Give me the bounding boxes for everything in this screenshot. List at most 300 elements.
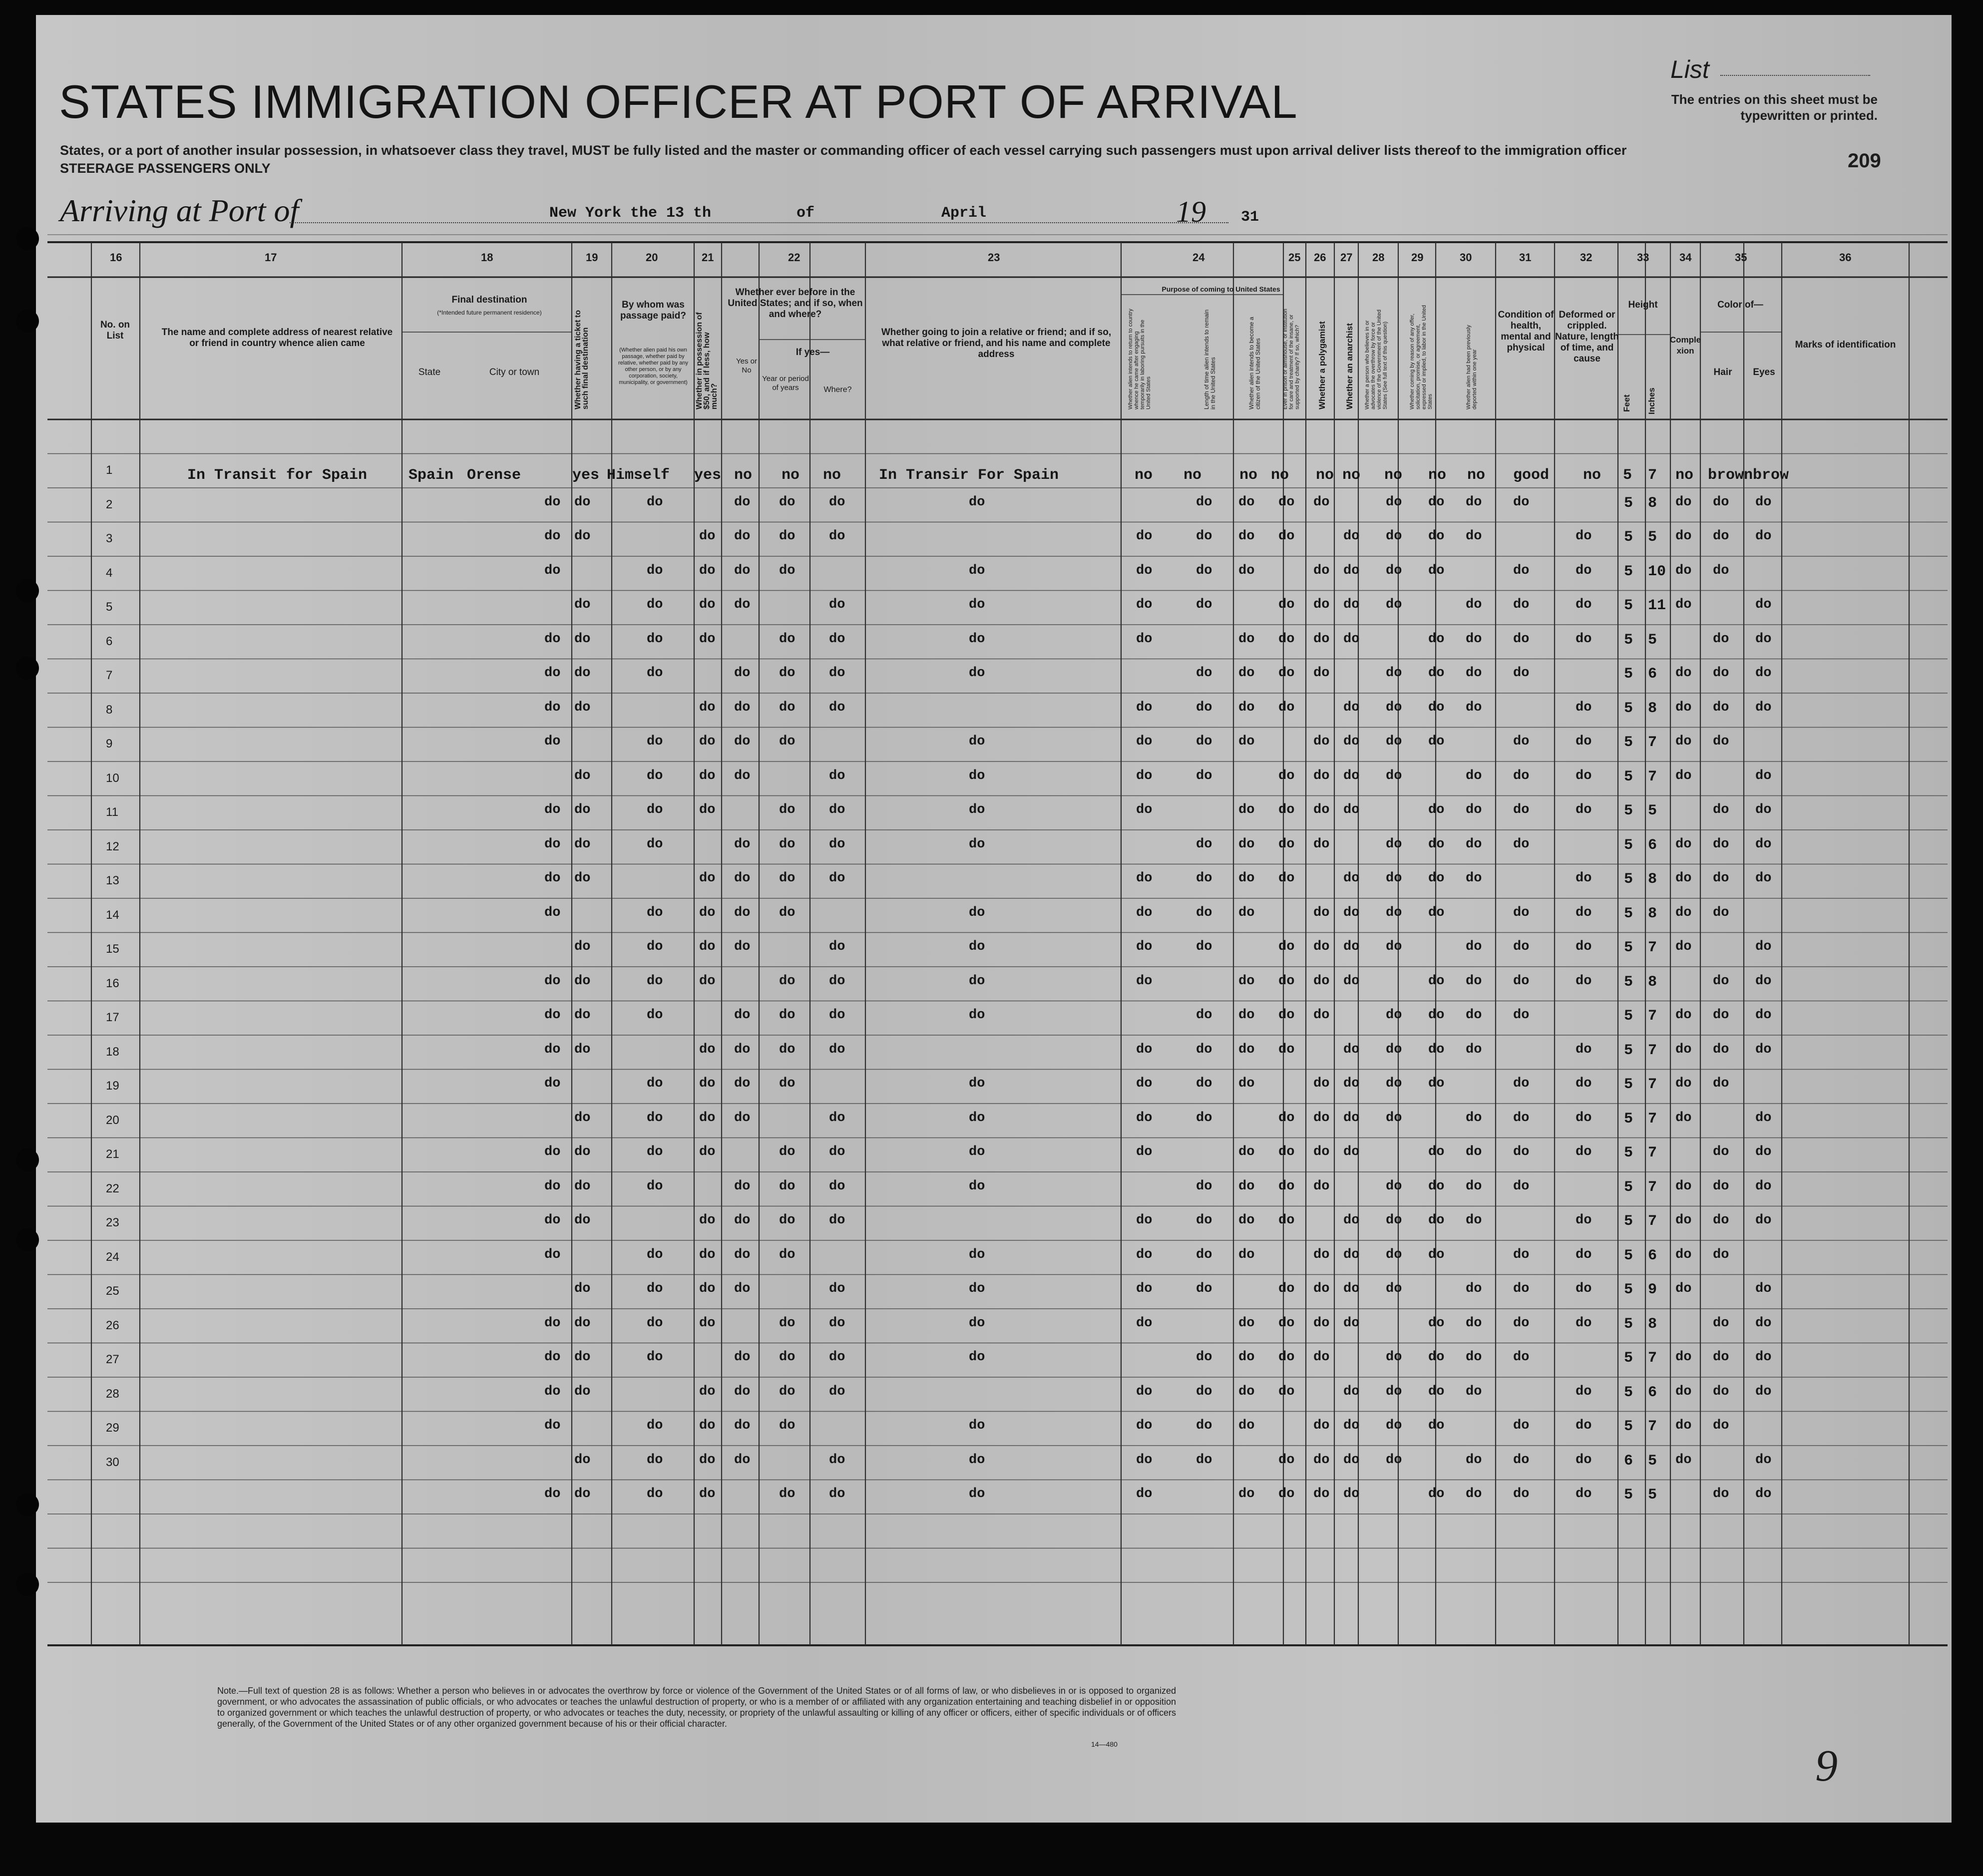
ditto-mark: do xyxy=(1713,631,1729,647)
ditto-mark: do xyxy=(1576,1384,1592,1399)
row1-feet: 5 xyxy=(1623,467,1632,484)
ditto-mark: do xyxy=(1428,1213,1445,1228)
ditto-mark: do xyxy=(1466,1384,1482,1399)
ditto-mark: do xyxy=(1576,563,1592,578)
ditto-mark: do xyxy=(1576,1281,1592,1296)
ditto-mark: do xyxy=(1713,905,1729,920)
ditto-mark: do xyxy=(779,494,795,510)
handwritten-mark: 9 xyxy=(1815,1741,1838,1791)
ditto-mark: do xyxy=(647,1008,663,1023)
ditto-mark: do xyxy=(1238,1350,1255,1365)
ditto-mark: do xyxy=(544,1384,561,1399)
ditto-mark: do xyxy=(1428,529,1445,544)
ditto-mark: do xyxy=(574,768,591,783)
ditto-mark: do xyxy=(1136,1247,1153,1262)
ditto-mark: do xyxy=(1675,871,1692,886)
ditto-mark: do xyxy=(699,1213,716,1228)
ditto-mark: do xyxy=(1466,836,1482,852)
ditto-mark: do xyxy=(699,1110,716,1126)
ditto-mark: do xyxy=(1513,631,1530,647)
ditto-mark: do xyxy=(1466,871,1482,886)
ditto-mark: do xyxy=(1238,1178,1255,1194)
ditto-mark: do xyxy=(1713,871,1729,886)
ditto-mark: do xyxy=(574,1487,591,1501)
ditto-mark: do xyxy=(1238,529,1255,544)
ditto-mark: do xyxy=(1466,1452,1482,1468)
ditto-mark: do xyxy=(1513,939,1530,954)
ditto-mark: do xyxy=(647,905,663,920)
column-number: 23 xyxy=(988,251,1000,264)
ditto-mark: do xyxy=(1713,836,1729,852)
ditto-mark: do xyxy=(1755,1008,1772,1023)
ditto-mark: do xyxy=(1278,973,1295,989)
column-number: 22 xyxy=(788,251,800,264)
ditto-mark: do xyxy=(1278,1178,1295,1194)
ditto-mark: do xyxy=(699,1247,716,1262)
header-eyes: Eyes xyxy=(1753,367,1775,377)
row-number: 27 xyxy=(106,1353,119,1366)
ditto-mark: do xyxy=(1278,1315,1295,1331)
ditto-mark: do xyxy=(1386,734,1402,749)
ditto-mark: do xyxy=(1513,597,1530,612)
ditto-mark: do xyxy=(1343,768,1360,783)
ditto-mark: do xyxy=(1278,1213,1295,1228)
ditto-mark: do xyxy=(1386,1110,1402,1126)
ditto-mark: do xyxy=(1136,1144,1153,1159)
ditto-mark: do xyxy=(1466,631,1482,647)
ditto-mark: do xyxy=(1576,734,1592,749)
ditto-mark: do xyxy=(574,631,591,647)
ditto-mark: do xyxy=(1196,563,1212,578)
ditto-mark: do xyxy=(1386,597,1402,612)
ditto-mark: do xyxy=(1576,939,1592,954)
row1-before-yes-no: no xyxy=(734,467,753,484)
ditto-mark: do xyxy=(647,1315,663,1331)
ditto-mark: do xyxy=(1238,802,1255,817)
ditto-mark: do xyxy=(1343,734,1360,749)
ditto-mark: do xyxy=(1278,666,1295,681)
ditto-mark: do xyxy=(734,1418,751,1433)
row1-polygamist: no xyxy=(1316,467,1334,484)
ditto-mark: do xyxy=(1428,802,1445,817)
ditto-mark: do xyxy=(647,768,663,783)
ditto-mark: do xyxy=(779,1178,795,1194)
ditto-mark: do xyxy=(1136,1281,1153,1296)
ditto-mark: do xyxy=(1576,597,1592,612)
ditto-mark: do xyxy=(1278,1008,1295,1023)
ditto-mark: do xyxy=(1466,700,1482,715)
row-number: 16 xyxy=(106,976,119,990)
height-feet: 5 xyxy=(1624,1076,1633,1093)
ditto-mark: do xyxy=(574,939,591,954)
ditto-mark: do xyxy=(1466,1008,1482,1023)
ditto-mark: do xyxy=(969,1452,985,1468)
ditto-mark: do xyxy=(1466,1213,1482,1228)
ditto-mark: do xyxy=(779,871,795,886)
ditto-mark: do xyxy=(699,905,716,920)
steerage-label: STEERAGE PASSENGERS ONLY xyxy=(60,161,271,176)
ditto-mark: do xyxy=(829,666,845,681)
row-number: 29 xyxy=(106,1421,119,1435)
header-city: City or town xyxy=(489,367,540,377)
ditto-mark: do xyxy=(1196,1076,1212,1091)
ditto-mark: do xyxy=(1713,529,1729,544)
ditto-mark: do xyxy=(1238,1487,1255,1501)
ditto-mark: do xyxy=(1386,871,1402,886)
ditto-mark: do xyxy=(699,734,716,749)
height-inches: 7 xyxy=(1648,1418,1657,1435)
ditto-mark: do xyxy=(1428,871,1445,886)
ditto-mark: do xyxy=(1196,836,1212,852)
ditto-mark: do xyxy=(1278,768,1295,783)
ditto-mark: do xyxy=(1238,1213,1255,1228)
ditto-mark: do xyxy=(1196,1418,1212,1433)
ditto-mark: do xyxy=(779,529,795,544)
ditto-mark: do xyxy=(1343,802,1360,817)
ditto-mark: do xyxy=(574,1178,591,1194)
ditto-mark: do xyxy=(1713,1144,1729,1159)
ditto-mark: do xyxy=(1238,973,1255,989)
question-28-note: Note.—Full text of question 28 is as follows: Whether a person who believes in or advocates the overthrow by force or violence of the Government of the United States or of all forms of law, or who disbelieves in or is opposed to organized government, or who advocates the assassination of public officials, or who advocates or teaches the unlawful destruction of property, or who is a member of or affiliated with any organization entertaining and teaching disbelief in or opposition to organized government or which teaches the unlawful destruction of property, or who advocates or teaches the duty, necessity, or propriety of the unlawful assaulting or killing of any officer or officers, either of specific individuals or of officers generally, of the Government of the United States or of any other organized government because of his or their official character. xyxy=(217,1686,1176,1729)
ditto-mark: do xyxy=(969,1281,985,1296)
row1-purpose-return: no xyxy=(1135,467,1153,484)
ditto-mark: do xyxy=(829,1350,845,1365)
ditto-mark: do xyxy=(829,871,845,886)
height-feet: 5 xyxy=(1624,1144,1633,1161)
ditto-mark: do xyxy=(829,973,845,989)
height-inches: 6 xyxy=(1648,1247,1657,1264)
ditto-mark: do xyxy=(544,1247,561,1262)
ditto-mark: do xyxy=(647,1247,663,1262)
ditto-mark: do xyxy=(1513,1281,1530,1296)
ditto-mark: do xyxy=(699,1144,716,1159)
ditto-mark: do xyxy=(1196,597,1212,612)
ditto-mark: do xyxy=(1428,563,1445,578)
row1-anarchist: no xyxy=(1342,467,1361,484)
ditto-mark: do xyxy=(574,836,591,852)
ditto-mark: do xyxy=(1343,631,1360,647)
ditto-mark: do xyxy=(574,1452,591,1468)
height-inches: 8 xyxy=(1648,494,1657,512)
ditto-mark: do xyxy=(1196,1281,1212,1296)
ditto-mark: do xyxy=(1513,563,1530,578)
ditto-mark: do xyxy=(1428,1487,1445,1501)
ditto-mark: do xyxy=(779,1144,795,1159)
ditto-mark: do xyxy=(1238,905,1255,920)
ditto-mark: do xyxy=(1136,1452,1153,1468)
ditto-mark: do xyxy=(647,939,663,954)
height-feet: 5 xyxy=(1624,597,1633,614)
ditto-mark: do xyxy=(574,1144,591,1159)
ditto-mark: do xyxy=(1576,1042,1592,1057)
ditto-mark: do xyxy=(1278,529,1295,544)
ditto-mark: do xyxy=(574,666,591,681)
ditto-mark: do xyxy=(1238,1008,1255,1023)
ditto-mark: do xyxy=(544,1042,561,1057)
ditto-mark: do xyxy=(734,494,751,510)
ditto-mark: do xyxy=(1576,1452,1592,1468)
ditto-mark: do xyxy=(1675,939,1692,954)
ditto-mark: do xyxy=(969,939,985,954)
ditto-mark: do xyxy=(1755,802,1772,817)
header-height: Height xyxy=(1628,300,1658,310)
ditto-mark: do xyxy=(1278,1281,1295,1296)
ditto-mark: do xyxy=(1576,631,1592,647)
ditto-mark: do xyxy=(647,1144,663,1159)
ditto-mark: do xyxy=(1313,1350,1330,1365)
height-inches: 5 xyxy=(1648,1487,1657,1503)
ditto-mark: do xyxy=(1386,1247,1402,1262)
ditto-mark: do xyxy=(544,973,561,989)
ditto-mark: do xyxy=(1513,1350,1530,1365)
height-inches: 7 xyxy=(1648,734,1657,751)
ditto-mark: do xyxy=(1343,905,1360,920)
row-number: 22 xyxy=(106,1181,119,1195)
header-passage-sub: (Whether alien paid his own passage, whether paid by relative, whether paid by any other person, or by any corporation, society, municipality, or government) xyxy=(618,347,689,385)
ditto-mark: do xyxy=(1313,905,1330,920)
ditto-mark: do xyxy=(1136,871,1153,886)
ditto-mark: do xyxy=(1136,802,1153,817)
ditto-mark: do xyxy=(1196,1042,1212,1057)
height-feet: 5 xyxy=(1624,905,1633,922)
ditto-mark: do xyxy=(1576,529,1592,544)
ditto-mark: do xyxy=(647,1418,663,1433)
row1-city: Orense xyxy=(467,467,521,484)
ditto-mark: do xyxy=(1196,1247,1212,1262)
ditto-mark: do xyxy=(1675,836,1692,852)
ditto-mark: do xyxy=(574,529,591,544)
ditto-mark: do xyxy=(969,1418,985,1433)
ditto-mark: do xyxy=(544,836,561,852)
ditto-mark: do xyxy=(1386,494,1402,510)
column-number: 28 xyxy=(1372,251,1385,264)
ditto-mark: do xyxy=(1136,973,1153,989)
ditto-mark: do xyxy=(969,802,985,817)
height-feet: 5 xyxy=(1624,1315,1633,1333)
ditto-mark: do xyxy=(1675,1213,1692,1228)
ditto-mark: do xyxy=(544,1487,561,1501)
ditto-mark: do xyxy=(1238,1076,1255,1091)
header-passage: By whom was passage paid? xyxy=(620,300,686,321)
ditto-mark: do xyxy=(1313,1110,1330,1126)
ditto-mark: do xyxy=(1713,734,1729,749)
height-inches: 9 xyxy=(1648,1281,1657,1298)
ditto-mark: do xyxy=(1343,1281,1360,1296)
ditto-mark: do xyxy=(1513,973,1530,989)
passenger-notice: States, or a port of another insular possession, in whatsoever class they travel, MUST be fully listed and the master or commanding officer of each vessel carrying such passengers must upon arrival deliver lists thereof to the immigration officer xyxy=(60,143,1627,158)
row-number: 2 xyxy=(106,497,113,511)
ditto-mark: do xyxy=(779,836,795,852)
ditto-mark: do xyxy=(1136,939,1153,954)
header-feet: Feet xyxy=(1622,394,1631,412)
ditto-mark: do xyxy=(1386,1213,1402,1228)
header-yes-no: Yes or No xyxy=(736,357,757,375)
column-number: 20 xyxy=(646,251,658,264)
ditto-mark: do xyxy=(1513,1110,1530,1126)
ditto-mark: do xyxy=(1513,494,1530,510)
row-number: 11 xyxy=(106,805,118,819)
ditto-mark: do xyxy=(1428,1418,1445,1433)
ditto-mark: do xyxy=(969,905,985,920)
ditto-mark: do xyxy=(969,973,985,989)
ditto-mark: do xyxy=(829,1008,845,1023)
header-deformed: Deformed or crippled. Nature, length of time, and cause xyxy=(1555,310,1619,364)
row1-money: yes xyxy=(694,467,722,484)
row-number: 13 xyxy=(106,874,119,887)
ditto-mark: do xyxy=(734,939,751,954)
header-relative: The name and complete address of nearest relative or friend in country whence alien came xyxy=(161,327,393,349)
ditto-mark: do xyxy=(779,905,795,920)
ditto-mark: do xyxy=(1466,1042,1482,1057)
ditto-mark: do xyxy=(1386,1076,1402,1091)
ditto-mark: do xyxy=(1675,734,1692,749)
ditto-mark: do xyxy=(699,1042,716,1057)
ditto-mark: do xyxy=(829,529,845,544)
ditto-mark: do xyxy=(1343,1315,1360,1331)
height-inches: 7 xyxy=(1648,1110,1657,1127)
ditto-mark: do xyxy=(734,871,751,886)
ditto-mark: do xyxy=(1513,768,1530,783)
ditto-mark: do xyxy=(1576,1418,1592,1433)
ditto-mark: do xyxy=(544,666,561,681)
row1-passage: Himself xyxy=(607,467,670,484)
ditto-mark: do xyxy=(1278,871,1295,886)
ditto-mark: do xyxy=(1136,1418,1153,1433)
ditto-mark: do xyxy=(647,1350,663,1365)
ditto-mark: do xyxy=(1343,973,1360,989)
ditto-mark: do xyxy=(1238,631,1255,647)
ditto-mark: do xyxy=(1428,631,1445,647)
arrival-year-prefix: 19 xyxy=(1176,195,1206,228)
ditto-mark: do xyxy=(1576,871,1592,886)
ditto-mark: do xyxy=(1466,666,1482,681)
ditto-mark: do xyxy=(1196,939,1212,954)
ditto-mark: do xyxy=(699,1418,716,1433)
ditto-mark: do xyxy=(1238,563,1255,578)
ditto-mark: do xyxy=(1675,768,1692,783)
ditto-mark: do xyxy=(969,734,985,749)
ditto-mark: do xyxy=(1428,905,1445,920)
ditto-mark: do xyxy=(1755,1384,1772,1399)
ditto-mark: do xyxy=(1466,768,1482,783)
ditto-mark: do xyxy=(969,597,985,612)
height-inches: 8 xyxy=(1648,905,1657,922)
ditto-mark: do xyxy=(969,666,985,681)
column-number: 24 xyxy=(1192,251,1205,264)
ditto-mark: do xyxy=(1428,1042,1445,1057)
row-number: 18 xyxy=(106,1045,119,1059)
ditto-mark: do xyxy=(647,597,663,612)
header-ticket: Whether having a ticket to such final destination xyxy=(574,310,590,409)
ditto-mark: do xyxy=(829,1110,845,1126)
ditto-mark: do xyxy=(1343,871,1360,886)
ditto-mark: do xyxy=(1755,871,1772,886)
ditto-mark: do xyxy=(699,802,716,817)
ditto-mark: do xyxy=(1513,1487,1530,1501)
ditto-mark: do xyxy=(734,1110,751,1126)
row-number: 17 xyxy=(106,1011,119,1024)
ditto-mark: do xyxy=(734,1213,751,1228)
header-q30: Whether alien had been previously deported within one year xyxy=(1466,325,1478,409)
ditto-mark: do xyxy=(1466,1487,1482,1501)
ditto-mark: do xyxy=(829,1144,845,1159)
ditto-mark: do xyxy=(1466,494,1482,510)
ditto-mark: do xyxy=(734,666,751,681)
height-inches: 7 xyxy=(1648,1076,1657,1093)
ditto-mark: do xyxy=(969,1487,985,1501)
ditto-mark: do xyxy=(1238,1042,1255,1057)
ditto-mark: do xyxy=(574,1384,591,1399)
ditto-mark: do xyxy=(1576,1213,1592,1228)
row1-before-where: no xyxy=(823,467,841,484)
ditto-mark: do xyxy=(779,631,795,647)
ditto-mark: do xyxy=(1713,700,1729,715)
ditto-mark: do xyxy=(1136,1487,1153,1501)
ditto-mark: do xyxy=(734,597,751,612)
row-number: 3 xyxy=(106,532,113,545)
ditto-mark: do xyxy=(1675,1452,1692,1468)
ditto-mark: do xyxy=(1278,836,1295,852)
ditto-mark: do xyxy=(1313,973,1330,989)
ditto-mark: do xyxy=(1755,1487,1772,1501)
ditto-mark: do xyxy=(969,1350,985,1365)
ditto-mark: do xyxy=(1278,1384,1295,1399)
column-number: 33 xyxy=(1637,251,1649,264)
row-number: 4 xyxy=(106,566,113,580)
height-inches: 7 xyxy=(1648,1144,1657,1161)
ditto-mark: do xyxy=(647,836,663,852)
ditto-mark: do xyxy=(1713,973,1729,989)
ditto-mark: do xyxy=(1136,1076,1153,1091)
ditto-mark: do xyxy=(1755,494,1772,510)
ditto-mark: do xyxy=(1196,700,1212,715)
ditto-mark: do xyxy=(829,1315,845,1331)
ditto-mark: do xyxy=(969,1247,985,1262)
ditto-mark: do xyxy=(1313,939,1330,954)
ditto-mark: do xyxy=(1466,1178,1482,1194)
ditto-mark: do xyxy=(1675,666,1692,681)
ditto-mark: do xyxy=(1513,802,1530,817)
height-feet: 5 xyxy=(1624,1418,1633,1435)
arrival-year-suffix: 31 xyxy=(1241,209,1259,226)
ditto-mark: do xyxy=(544,802,561,817)
ditto-mark: do xyxy=(1238,1418,1255,1433)
ditto-mark: do xyxy=(1136,905,1153,920)
ditto-mark: do xyxy=(1313,494,1330,510)
row1-relative: In Transit for Spain xyxy=(187,467,368,484)
page-title: STATES IMMIGRATION OFFICER AT PORT OF ARRIVAL xyxy=(59,75,1298,128)
ditto-mark: do xyxy=(699,1452,716,1468)
ditto-mark: do xyxy=(1713,1008,1729,1023)
row1-inches: 7 xyxy=(1648,467,1657,484)
row-number: 7 xyxy=(106,669,113,682)
height-feet: 5 xyxy=(1624,1247,1633,1264)
column-number: 26 xyxy=(1314,251,1326,264)
ditto-mark: do xyxy=(779,666,795,681)
ditto-mark: do xyxy=(1343,1247,1360,1262)
ditto-mark: do xyxy=(1675,1110,1692,1126)
ditto-mark: do xyxy=(1428,1008,1445,1023)
ditto-mark: do xyxy=(1755,1042,1772,1057)
ditto-mark: do xyxy=(829,1213,845,1228)
height-feet: 5 xyxy=(1624,700,1633,717)
row-number: 26 xyxy=(106,1318,119,1332)
ditto-mark: do xyxy=(1136,563,1153,578)
column-number: 19 xyxy=(586,251,598,264)
ditto-mark: do xyxy=(829,700,845,715)
ditto-mark: do xyxy=(1343,1144,1360,1159)
height-feet: 5 xyxy=(1624,1213,1633,1230)
